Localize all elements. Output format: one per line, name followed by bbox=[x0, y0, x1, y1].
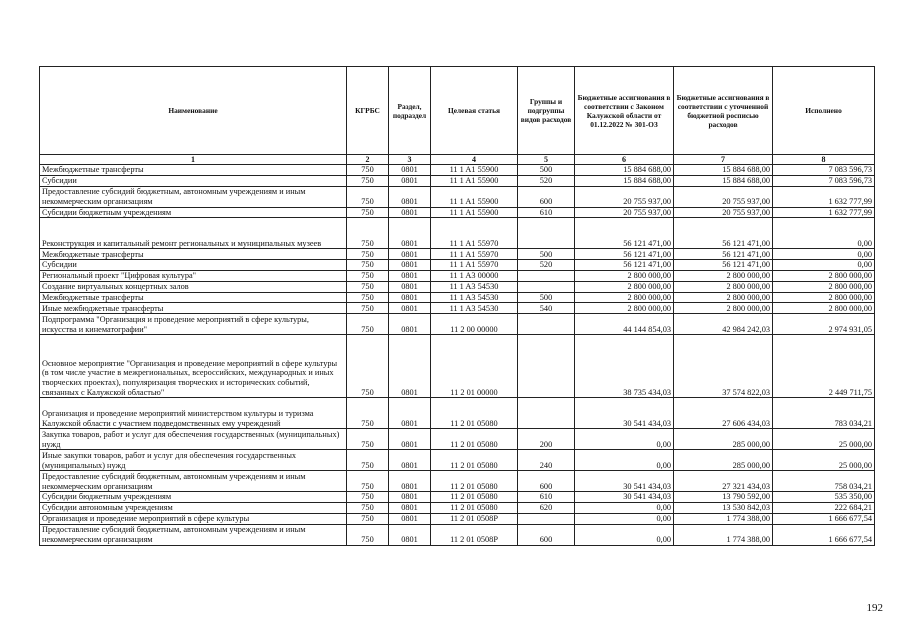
row-refined-cell: 20 755 937,00 bbox=[674, 186, 773, 207]
budget-table-sheet bbox=[39, 66, 874, 546]
row-executed-cell: 1 632 777,99 bbox=[773, 207, 875, 218]
row-law-cell: 56 121 471,00 bbox=[575, 260, 674, 271]
row-name-cell: Региональный проект "Цифровая культура" bbox=[40, 270, 347, 281]
row-section-cell: 0801 bbox=[389, 492, 431, 503]
row-law-cell: 0,00 bbox=[575, 429, 674, 450]
row-target-cell: 11 1 A3 00000 bbox=[431, 270, 518, 281]
table-row bbox=[40, 314, 875, 335]
table-row bbox=[40, 429, 875, 450]
row-group-cell bbox=[518, 513, 575, 524]
row-section-cell: 0801 bbox=[389, 513, 431, 524]
row-name-cell: Предоставление субсидий бюджетным, автономным учреждениям и иным некоммерческим организациям bbox=[40, 524, 347, 545]
row-name-cell: Реконструкция и капитальный ремонт региональных и муниципальных музеев bbox=[40, 218, 347, 249]
table-row bbox=[40, 502, 875, 513]
row-law-cell: 2 800 000,00 bbox=[575, 281, 674, 292]
row-target-cell: 11 1 A1 55970 bbox=[431, 260, 518, 271]
page-number: 192 bbox=[866, 602, 883, 614]
row-law-cell: 44 144 854,03 bbox=[575, 314, 674, 335]
row-target-cell: 11 2 01 05080 bbox=[431, 471, 518, 492]
row-group-cell bbox=[518, 218, 575, 249]
row-law-cell: 0,00 bbox=[575, 450, 674, 471]
row-group-cell bbox=[518, 335, 575, 398]
table-row bbox=[40, 249, 875, 260]
row-kgrbs-cell: 750 bbox=[347, 249, 389, 260]
row-target-cell: 11 2 01 05080 bbox=[431, 492, 518, 503]
row-section-cell: 0801 bbox=[389, 450, 431, 471]
row-kgrbs-cell: 750 bbox=[347, 524, 389, 545]
header-target: Целевая статья bbox=[431, 67, 518, 155]
row-executed-cell: 783 034,21 bbox=[773, 398, 875, 429]
row-executed-cell: 222 684,21 bbox=[773, 502, 875, 513]
column-number: 3 bbox=[389, 155, 431, 165]
row-group-cell: 540 bbox=[518, 303, 575, 314]
row-section-cell: 0801 bbox=[389, 335, 431, 398]
row-executed-cell: 25 000,00 bbox=[773, 429, 875, 450]
row-group-cell: 520 bbox=[518, 175, 575, 186]
header-executed: Исполнено bbox=[773, 67, 875, 155]
row-kgrbs-cell: 750 bbox=[347, 281, 389, 292]
row-refined-cell: 56 121 471,00 bbox=[674, 260, 773, 271]
row-group-cell: 600 bbox=[518, 524, 575, 545]
row-kgrbs-cell: 750 bbox=[347, 502, 389, 513]
row-law-cell: 56 121 471,00 bbox=[575, 218, 674, 249]
table-row bbox=[40, 175, 875, 186]
row-law-cell: 30 541 434,03 bbox=[575, 398, 674, 429]
row-target-cell: 11 2 01 05080 bbox=[431, 398, 518, 429]
table-body bbox=[40, 165, 875, 546]
row-refined-cell: 15 884 688,00 bbox=[674, 165, 773, 176]
row-target-cell: 11 2 00 00000 bbox=[431, 314, 518, 335]
row-executed-cell: 2 800 000,00 bbox=[773, 281, 875, 292]
table-row bbox=[40, 303, 875, 314]
header-refined: Бюджетные ассигнования в соответствии с уточненной бюджетной росписью расходов bbox=[674, 67, 773, 155]
row-kgrbs-cell: 750 bbox=[347, 260, 389, 271]
row-section-cell: 0801 bbox=[389, 303, 431, 314]
row-group-cell: 520 bbox=[518, 260, 575, 271]
row-target-cell: 11 2 01 05080 bbox=[431, 502, 518, 513]
row-executed-cell: 758 034,21 bbox=[773, 471, 875, 492]
header-section: Раздел, подраздел bbox=[389, 67, 431, 155]
row-kgrbs-cell: 750 bbox=[347, 207, 389, 218]
row-refined-cell: 15 884 688,00 bbox=[674, 175, 773, 186]
row-name-cell: Организация и проведение мероприятий в сфере культуры bbox=[40, 513, 347, 524]
row-refined-cell: 27 606 434,03 bbox=[674, 398, 773, 429]
row-group-cell bbox=[518, 281, 575, 292]
row-executed-cell: 0,00 bbox=[773, 260, 875, 271]
row-executed-cell: 1 632 777,99 bbox=[773, 186, 875, 207]
row-executed-cell: 2 800 000,00 bbox=[773, 292, 875, 303]
row-refined-cell: 56 121 471,00 bbox=[674, 249, 773, 260]
row-executed-cell: 2 800 000,00 bbox=[773, 270, 875, 281]
row-group-cell: 200 bbox=[518, 429, 575, 450]
row-section-cell: 0801 bbox=[389, 292, 431, 303]
row-group-cell: 610 bbox=[518, 207, 575, 218]
table-row bbox=[40, 281, 875, 292]
table-row bbox=[40, 335, 875, 398]
table-row bbox=[40, 186, 875, 207]
table-row bbox=[40, 524, 875, 545]
row-executed-cell: 2 974 931,05 bbox=[773, 314, 875, 335]
row-law-cell: 30 541 434,03 bbox=[575, 471, 674, 492]
row-executed-cell: 1 666 677,54 bbox=[773, 513, 875, 524]
row-target-cell: 11 2 01 0508Р bbox=[431, 524, 518, 545]
row-name-cell: Создание виртуальных концертных залов bbox=[40, 281, 347, 292]
table-row bbox=[40, 292, 875, 303]
row-target-cell: 11 1 A1 55900 bbox=[431, 186, 518, 207]
row-target-cell: 11 1 A1 55970 bbox=[431, 249, 518, 260]
row-section-cell: 0801 bbox=[389, 186, 431, 207]
column-number: 5 bbox=[518, 155, 575, 165]
row-refined-cell: 2 800 000,00 bbox=[674, 303, 773, 314]
row-law-cell: 2 800 000,00 bbox=[575, 292, 674, 303]
column-number: 1 bbox=[40, 155, 347, 165]
row-kgrbs-cell: 750 bbox=[347, 186, 389, 207]
row-group-cell: 620 bbox=[518, 502, 575, 513]
table-row bbox=[40, 260, 875, 271]
row-name-cell: Закупка товаров, работ и услуг для обеспечения государственных (муниципальных) нужд bbox=[40, 429, 347, 450]
row-kgrbs-cell: 750 bbox=[347, 218, 389, 249]
row-refined-cell: 285 000,00 bbox=[674, 450, 773, 471]
column-number: 4 bbox=[431, 155, 518, 165]
row-law-cell: 30 541 434,03 bbox=[575, 492, 674, 503]
row-law-cell: 15 884 688,00 bbox=[575, 175, 674, 186]
row-kgrbs-cell: 750 bbox=[347, 471, 389, 492]
row-refined-cell: 37 574 822,03 bbox=[674, 335, 773, 398]
row-target-cell: 11 1 A3 54530 bbox=[431, 281, 518, 292]
row-section-cell: 0801 bbox=[389, 218, 431, 249]
row-executed-cell: 2 449 711,75 bbox=[773, 335, 875, 398]
row-group-cell: 240 bbox=[518, 450, 575, 471]
row-group-cell: 500 bbox=[518, 292, 575, 303]
table-row bbox=[40, 398, 875, 429]
row-group-cell: 500 bbox=[518, 249, 575, 260]
table-row bbox=[40, 270, 875, 281]
row-section-cell: 0801 bbox=[389, 270, 431, 281]
row-target-cell: 11 2 01 05080 bbox=[431, 429, 518, 450]
row-executed-cell: 2 800 000,00 bbox=[773, 303, 875, 314]
row-section-cell: 0801 bbox=[389, 281, 431, 292]
row-name-cell: Межбюджетные трансферты bbox=[40, 249, 347, 260]
row-law-cell: 0,00 bbox=[575, 502, 674, 513]
row-executed-cell: 0,00 bbox=[773, 218, 875, 249]
row-refined-cell: 27 321 434,03 bbox=[674, 471, 773, 492]
row-section-cell: 0801 bbox=[389, 429, 431, 450]
row-refined-cell: 285 000,00 bbox=[674, 429, 773, 450]
table-row bbox=[40, 450, 875, 471]
row-name-cell: Субсидии бюджетным учреждениям bbox=[40, 207, 347, 218]
row-executed-cell: 7 083 596,73 bbox=[773, 175, 875, 186]
row-target-cell: 11 1 A1 55970 bbox=[431, 218, 518, 249]
row-group-cell: 500 bbox=[518, 165, 575, 176]
header-name: Наименование bbox=[40, 67, 347, 155]
row-target-cell: 11 2 01 00000 bbox=[431, 335, 518, 398]
row-name-cell: Организация и проведение мероприятий министерством культуры и туризма Калужской области с участием подведомственных ему учреждений bbox=[40, 398, 347, 429]
row-refined-cell: 2 800 000,00 bbox=[674, 270, 773, 281]
row-name-cell: Основное мероприятие "Организация и проведение мероприятий в сфере культуры (в том числе участие в межрегиональных, всероссийских, международных и иных творческих проектах), популяризация творческих и исторических событий, связанных с Калужской областью" bbox=[40, 335, 347, 398]
row-kgrbs-cell: 750 bbox=[347, 270, 389, 281]
column-number: 2 bbox=[347, 155, 389, 165]
table-row bbox=[40, 165, 875, 176]
row-kgrbs-cell: 750 bbox=[347, 513, 389, 524]
row-refined-cell: 2 800 000,00 bbox=[674, 281, 773, 292]
row-law-cell: 20 755 937,00 bbox=[575, 186, 674, 207]
table-row bbox=[40, 218, 875, 249]
row-section-cell: 0801 bbox=[389, 502, 431, 513]
row-name-cell: Иные закупки товаров, работ и услуг для обеспечения государственных (муниципальных) нужд bbox=[40, 450, 347, 471]
header-group: Группы и подгруппы видов расходов bbox=[518, 67, 575, 155]
row-group-cell bbox=[518, 398, 575, 429]
row-kgrbs-cell: 750 bbox=[347, 314, 389, 335]
row-target-cell: 11 2 01 05080 bbox=[431, 450, 518, 471]
row-refined-cell: 13 530 842,03 bbox=[674, 502, 773, 513]
table-row bbox=[40, 513, 875, 524]
column-number: 6 bbox=[575, 155, 674, 165]
row-name-cell: Подпрограмма "Организация и проведение мероприятий в сфере культуры, искусства и кинематографии" bbox=[40, 314, 347, 335]
column-number: 8 bbox=[773, 155, 875, 165]
row-group-cell: 600 bbox=[518, 186, 575, 207]
row-kgrbs-cell: 750 bbox=[347, 165, 389, 176]
row-kgrbs-cell: 750 bbox=[347, 492, 389, 503]
row-section-cell: 0801 bbox=[389, 175, 431, 186]
row-refined-cell: 20 755 937,00 bbox=[674, 207, 773, 218]
row-name-cell: Межбюджетные трансферты bbox=[40, 165, 347, 176]
row-kgrbs-cell: 750 bbox=[347, 292, 389, 303]
row-law-cell: 56 121 471,00 bbox=[575, 249, 674, 260]
row-target-cell: 11 1 A1 55900 bbox=[431, 175, 518, 186]
row-refined-cell: 56 121 471,00 bbox=[674, 218, 773, 249]
column-number-row bbox=[40, 155, 875, 165]
row-section-cell: 0801 bbox=[389, 260, 431, 271]
row-target-cell: 11 1 A3 54530 bbox=[431, 292, 518, 303]
row-refined-cell: 1 774 388,00 bbox=[674, 513, 773, 524]
budget-table bbox=[39, 66, 875, 546]
row-section-cell: 0801 bbox=[389, 471, 431, 492]
row-kgrbs-cell: 750 bbox=[347, 429, 389, 450]
row-target-cell: 11 1 A3 54530 bbox=[431, 303, 518, 314]
row-kgrbs-cell: 750 bbox=[347, 335, 389, 398]
row-section-cell: 0801 bbox=[389, 314, 431, 335]
row-executed-cell: 1 666 677,54 bbox=[773, 524, 875, 545]
row-group-cell bbox=[518, 270, 575, 281]
row-kgrbs-cell: 750 bbox=[347, 450, 389, 471]
row-executed-cell: 535 350,00 bbox=[773, 492, 875, 503]
row-name-cell: Межбюджетные трансферты bbox=[40, 292, 347, 303]
table-header bbox=[40, 67, 875, 165]
row-kgrbs-cell: 750 bbox=[347, 175, 389, 186]
row-kgrbs-cell: 750 bbox=[347, 398, 389, 429]
row-law-cell: 2 800 000,00 bbox=[575, 270, 674, 281]
row-law-cell: 20 755 937,00 bbox=[575, 207, 674, 218]
row-refined-cell: 2 800 000,00 bbox=[674, 292, 773, 303]
row-name-cell: Субсидии bbox=[40, 260, 347, 271]
row-target-cell: 11 2 01 0508Р bbox=[431, 513, 518, 524]
row-refined-cell: 13 790 592,00 bbox=[674, 492, 773, 503]
row-target-cell: 11 1 A1 55900 bbox=[431, 165, 518, 176]
row-executed-cell: 0,00 bbox=[773, 249, 875, 260]
column-number: 7 bbox=[674, 155, 773, 165]
row-name-cell: Предоставление субсидий бюджетным, автономным учреждениям и иным некоммерческим организациям bbox=[40, 186, 347, 207]
row-refined-cell: 1 774 388,00 bbox=[674, 524, 773, 545]
row-section-cell: 0801 bbox=[389, 524, 431, 545]
row-name-cell: Иные межбюджетные трансферты bbox=[40, 303, 347, 314]
row-executed-cell: 25 000,00 bbox=[773, 450, 875, 471]
row-law-cell: 2 800 000,00 bbox=[575, 303, 674, 314]
row-refined-cell: 42 984 242,03 bbox=[674, 314, 773, 335]
row-executed-cell: 7 083 596,73 bbox=[773, 165, 875, 176]
row-group-cell bbox=[518, 314, 575, 335]
row-section-cell: 0801 bbox=[389, 207, 431, 218]
row-name-cell: Субсидии автономным учреждениям bbox=[40, 502, 347, 513]
table-row bbox=[40, 492, 875, 503]
row-name-cell: Предоставление субсидий бюджетным, автономным учреждениям и иным некоммерческим организациям bbox=[40, 471, 347, 492]
header-kgrbs: КГРБС bbox=[347, 67, 389, 155]
row-law-cell: 0,00 bbox=[575, 524, 674, 545]
row-name-cell: Субсидии bbox=[40, 175, 347, 186]
table-row bbox=[40, 207, 875, 218]
row-law-cell: 38 735 434,03 bbox=[575, 335, 674, 398]
row-target-cell: 11 1 A1 55900 bbox=[431, 207, 518, 218]
row-law-cell: 15 884 688,00 bbox=[575, 165, 674, 176]
row-section-cell: 0801 bbox=[389, 249, 431, 260]
table-row bbox=[40, 471, 875, 492]
row-section-cell: 0801 bbox=[389, 165, 431, 176]
row-group-cell: 610 bbox=[518, 492, 575, 503]
row-section-cell: 0801 bbox=[389, 398, 431, 429]
row-group-cell: 600 bbox=[518, 471, 575, 492]
row-law-cell: 0,00 bbox=[575, 513, 674, 524]
row-name-cell: Субсидии бюджетным учреждениям bbox=[40, 492, 347, 503]
header-law: Бюджетные ассигнования в соответствии с Законом Калужской области от 01.12.2022 № 301-ОЗ bbox=[575, 67, 674, 155]
row-kgrbs-cell: 750 bbox=[347, 303, 389, 314]
